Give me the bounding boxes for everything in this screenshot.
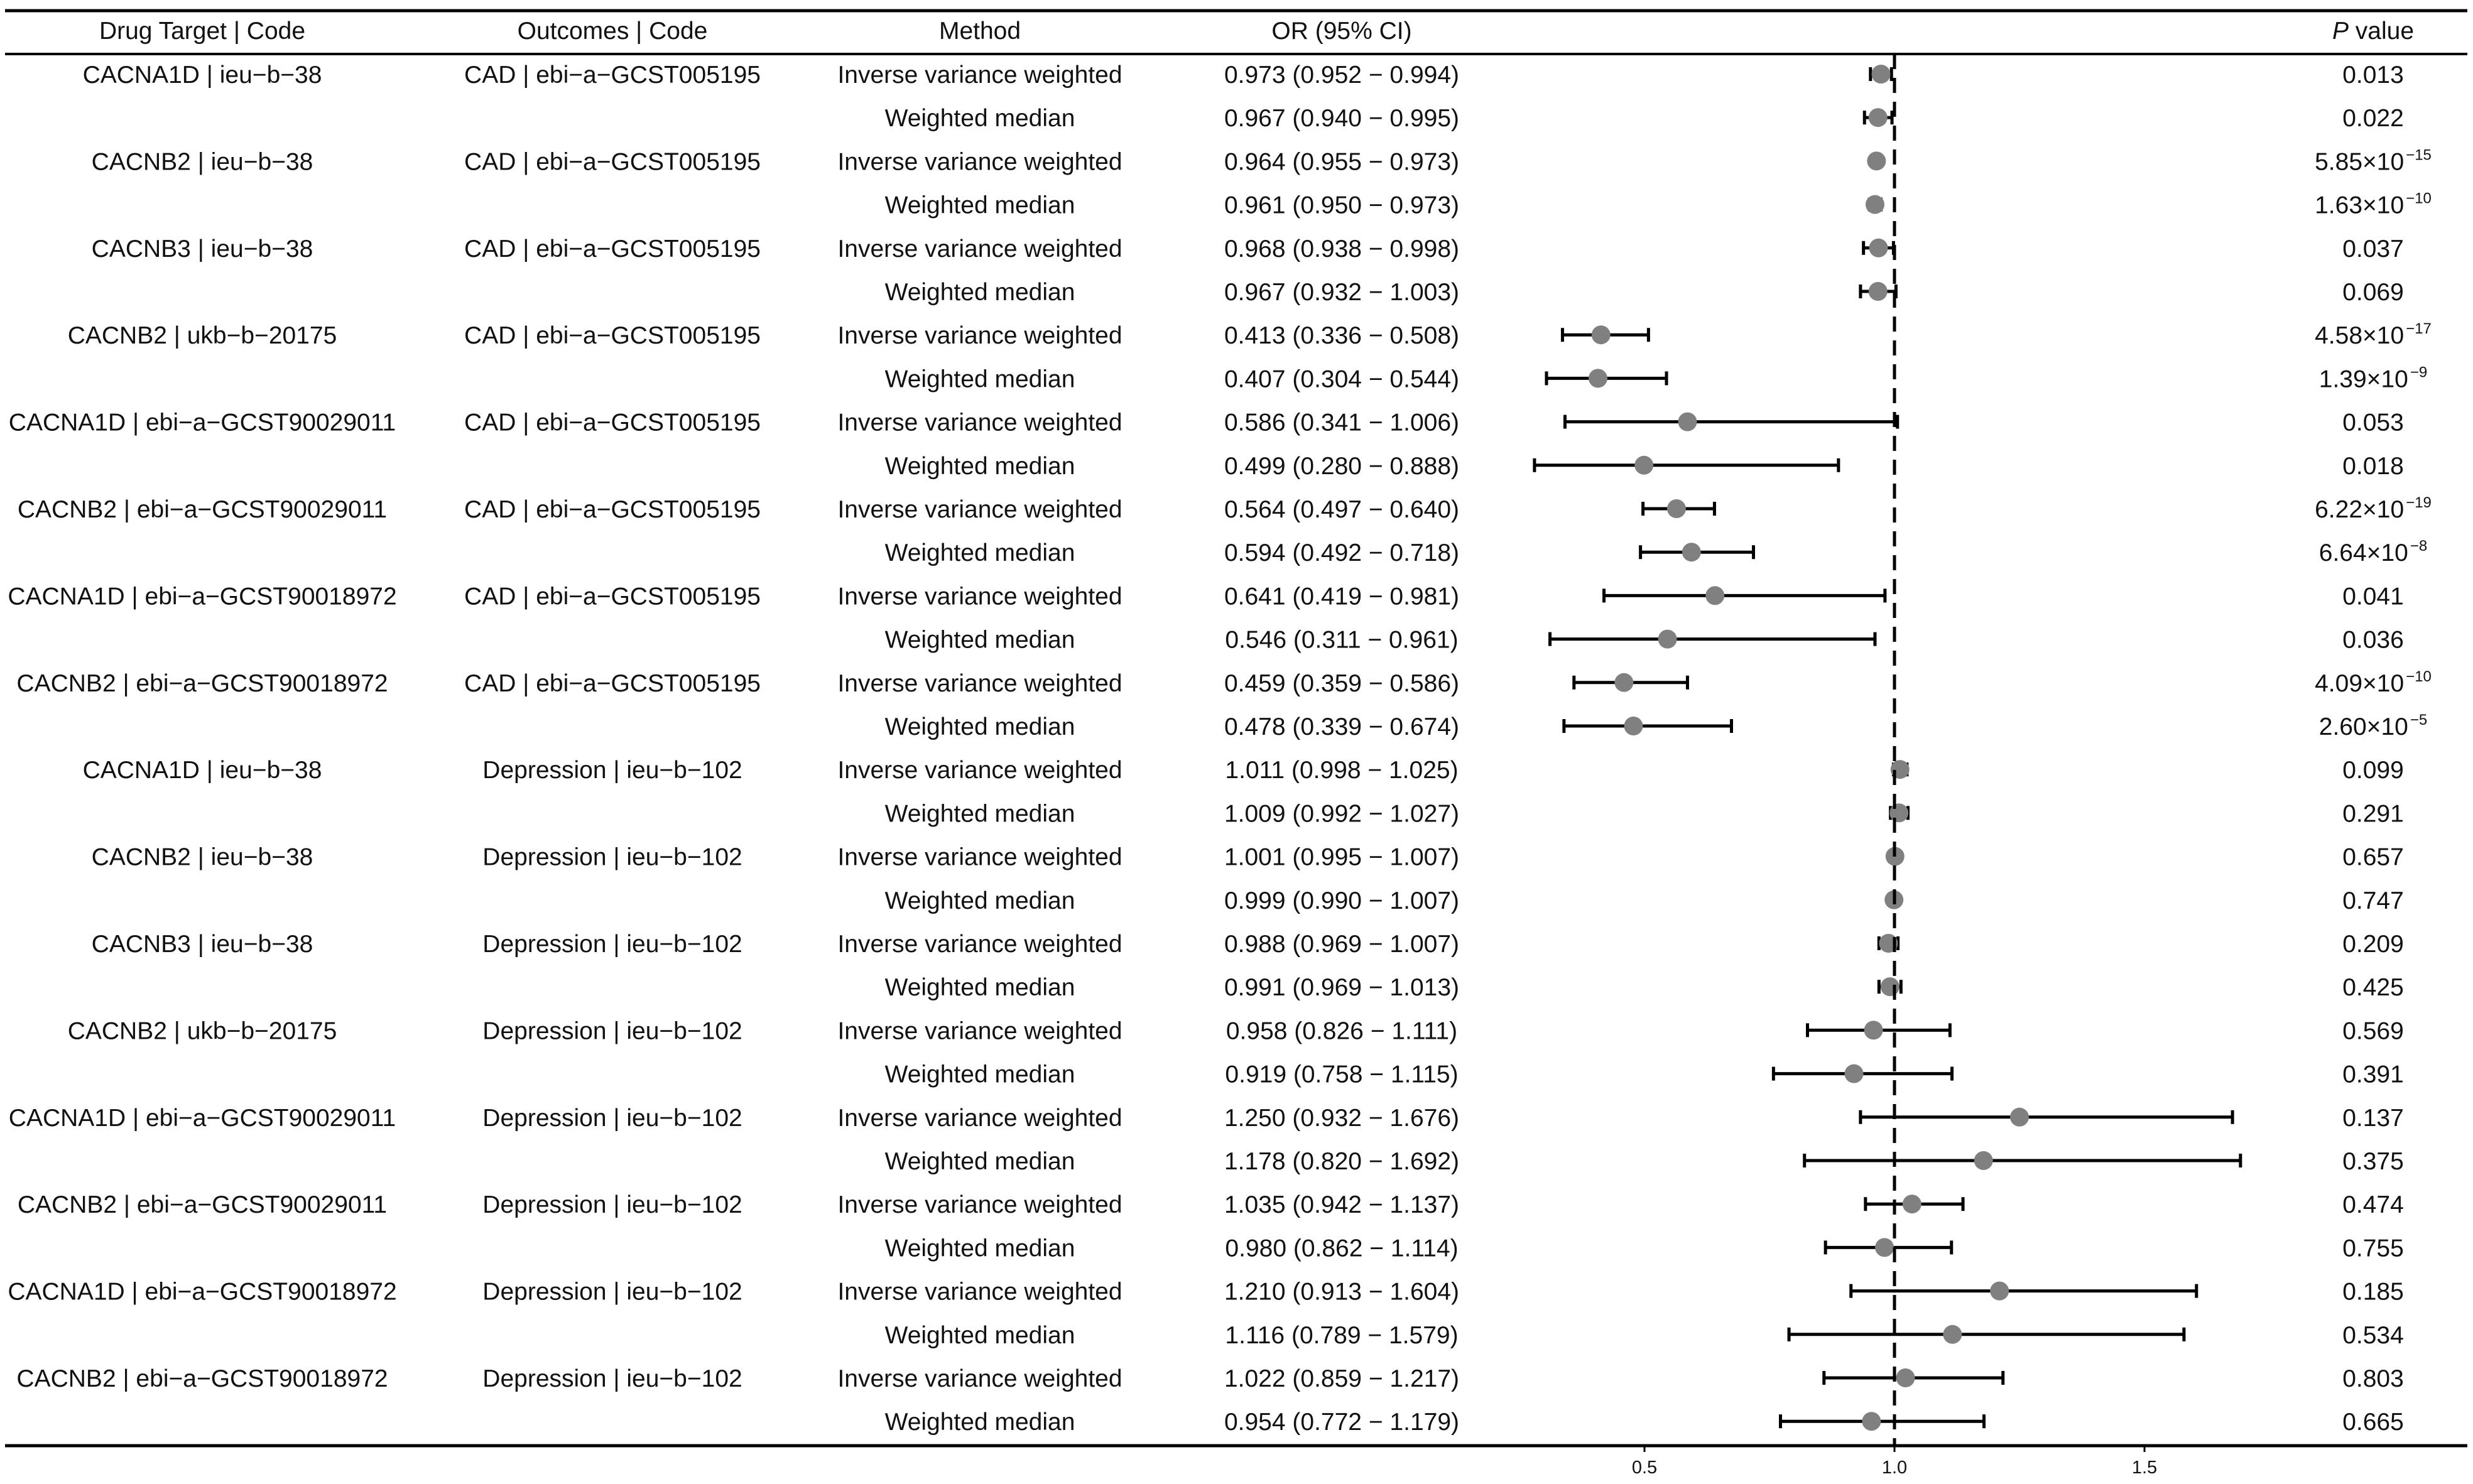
outcome-label: CAD | ebi−a−GCST005195	[464, 496, 761, 523]
table-row	[83, 757, 2404, 784]
table-row	[885, 1061, 2404, 1088]
method-label: Weighted median	[884, 974, 1075, 1002]
p-value-label	[2342, 583, 2404, 610]
or-point	[1869, 108, 1888, 127]
or-ci-label: 0.919 (0.758 − 1.115)	[1225, 1061, 1459, 1088]
outcome-label: Depression | ieu−b−102	[482, 1017, 742, 1045]
p-value-label	[2342, 931, 2404, 958]
or-ci-label: 0.564 (0.497 − 0.640)	[1224, 496, 1460, 523]
method-label: Weighted median	[884, 1235, 1075, 1262]
p-value-mantissa: 4.09×10	[2315, 669, 2405, 697]
p-value-label	[2319, 364, 2427, 393]
table-row	[8, 1279, 2403, 1306]
drug-target-label: CACNA1D | ebi−a−GCST90029011	[8, 1104, 396, 1132]
or-point	[1614, 673, 1633, 692]
or-ci-label: 0.980 (0.862 − 1.114)	[1225, 1235, 1459, 1262]
or-ci-label: 1.011 (0.998 − 1.025)	[1225, 757, 1459, 784]
or-point	[1881, 977, 1900, 996]
or-point	[1589, 369, 1607, 387]
table-row	[885, 712, 2428, 740]
or-ci-label: 0.641 (0.419 − 0.981)	[1224, 583, 1460, 610]
p-value-mantissa: 1.39×10	[2318, 366, 2408, 393]
table-row	[885, 887, 2404, 914]
p-value-mantissa: 0.022	[2342, 105, 2404, 133]
or-point	[1862, 1412, 1881, 1431]
or-point	[1624, 717, 1643, 735]
method-label: Weighted median	[884, 539, 1075, 567]
p-value-label	[2319, 538, 2427, 566]
method-label: Inverse variance weighted	[837, 1365, 1122, 1392]
x-tick-label: 1.5	[2131, 1458, 2158, 1478]
drug-target-label: CACNA1D | ieu−b−38	[82, 62, 322, 89]
table-row	[16, 1365, 2403, 1392]
or-ci-label: 1.210 (0.913 − 1.604)	[1224, 1278, 1460, 1306]
outcome-label: CAD | ebi−a−GCST005195	[464, 62, 761, 89]
p-value-mantissa: 0.803	[2342, 1365, 2404, 1392]
or-ci-label: 0.413 (0.336 − 0.508)	[1224, 322, 1460, 350]
p-value-label	[2342, 409, 2404, 436]
p-value-mantissa: 0.018	[2342, 452, 2404, 480]
or-ci-label: 0.459 (0.359 − 0.586)	[1224, 669, 1460, 697]
header-p-rest: value	[2348, 18, 2415, 45]
p-value-label	[2342, 1322, 2404, 1349]
method-label: Inverse variance weighted	[837, 1017, 1122, 1045]
or-point	[1678, 413, 1697, 431]
p-value-mantissa: 5.85×10	[2315, 148, 2405, 176]
method-label: Inverse variance weighted	[837, 931, 1122, 958]
x-tick-label: 1.0	[1881, 1458, 1908, 1478]
p-value-exponent: −10	[2406, 190, 2432, 207]
method-label: Inverse variance weighted	[837, 583, 1122, 610]
p-value-mantissa: 0.013	[2342, 62, 2404, 89]
method-label: Inverse variance weighted	[837, 843, 1122, 871]
p-value-mantissa: 1.63×10	[2315, 192, 2405, 219]
p-value-label	[2342, 1017, 2404, 1044]
or-ci-label: 0.973 (0.952 − 0.994)	[1224, 62, 1460, 89]
or-point	[2010, 1108, 2029, 1127]
or-point	[1903, 1194, 1921, 1213]
or-ci-label: 0.478 (0.339 − 0.674)	[1224, 713, 1460, 740]
p-value-mantissa: 0.036	[2342, 626, 2404, 654]
p-value-label	[2342, 1148, 2404, 1175]
table-row	[885, 1235, 2404, 1262]
p-value-mantissa: 0.291	[2342, 800, 2404, 828]
outcome-label: Depression | ieu−b−102	[482, 1104, 742, 1132]
method-label: Weighted median	[884, 1321, 1075, 1349]
or-ci-label: 0.964 (0.955 − 0.973)	[1224, 148, 1460, 176]
p-value-mantissa: 0.657	[2342, 843, 2404, 871]
header-p-italic: P	[2332, 18, 2349, 45]
or-ci-label: 0.594 (0.492 − 0.718)	[1224, 539, 1460, 567]
or-point	[1869, 239, 1888, 257]
method-label: Inverse variance weighted	[837, 669, 1122, 697]
or-ci-label: 1.022 (0.859 − 1.217)	[1224, 1365, 1460, 1392]
outcome-label: Depression | ieu−b−102	[482, 1365, 742, 1392]
p-value-exponent: −17	[2406, 320, 2432, 338]
p-value-exponent: −19	[2406, 494, 2432, 511]
table-row	[885, 538, 2428, 566]
or-point	[1943, 1325, 1962, 1344]
header-or-ci: OR (95% CI)	[1271, 18, 1412, 45]
method-label: Weighted median	[884, 800, 1075, 828]
or-ci-label: 0.968 (0.938 − 0.998)	[1224, 235, 1460, 263]
or-point	[1667, 499, 1686, 518]
table-row	[885, 105, 2404, 132]
p-value-label	[2342, 1235, 2404, 1262]
method-label: Weighted median	[884, 713, 1075, 740]
p-value-mantissa: 0.474	[2342, 1191, 2404, 1219]
p-value-label	[2342, 1191, 2404, 1218]
or-point	[1592, 325, 1611, 344]
outcome-label: Depression | ieu−b−102	[482, 1278, 742, 1306]
or-point	[1845, 1064, 1864, 1083]
or-ci-label: 0.967 (0.932 − 1.003)	[1224, 279, 1460, 306]
p-value-label	[2342, 453, 2404, 480]
p-value-mantissa: 0.755	[2342, 1235, 2404, 1262]
p-value-label	[2319, 712, 2427, 740]
drug-target-label: CACNB3 | ieu−b−38	[91, 931, 313, 958]
or-point	[1872, 65, 1891, 84]
or-ci-label: 0.586 (0.341 − 1.006)	[1224, 409, 1460, 436]
or-point	[1974, 1151, 1993, 1170]
p-value-mantissa: 0.069	[2342, 279, 2404, 306]
drug-target-label: CACNB2 | ukb−b−20175	[67, 1017, 337, 1045]
or-ci-label: 0.954 (0.772 − 1.179)	[1224, 1409, 1460, 1436]
drug-target-label: CACNB2 | ukb−b−20175	[67, 322, 337, 350]
p-value-label	[2342, 1409, 2404, 1436]
method-label: Weighted median	[884, 452, 1075, 480]
p-value-mantissa: 2.60×10	[2318, 713, 2408, 740]
drug-target-label: CACNB2 | ebi−a−GCST90029011	[17, 496, 388, 523]
or-point	[1875, 1238, 1894, 1257]
or-point	[1634, 456, 1653, 475]
p-value-label	[2315, 146, 2432, 175]
or-point	[1658, 630, 1677, 649]
or-ci-label: 0.546 (0.311 − 0.961)	[1225, 626, 1459, 654]
table-row	[92, 931, 2404, 958]
table-row	[885, 974, 2404, 1001]
table-row	[92, 844, 2404, 871]
table-row	[885, 453, 2404, 480]
p-value-mantissa: 0.099	[2342, 757, 2404, 784]
p-value-mantissa: 0.391	[2342, 1061, 2404, 1088]
x-tick-label: 0.5	[1631, 1458, 1658, 1478]
p-value-label	[2342, 1365, 2404, 1392]
p-value-label	[2342, 279, 2404, 306]
or-point	[1682, 543, 1701, 561]
outcome-label: Depression | ieu−b−102	[482, 1191, 742, 1219]
outcome-label: CAD | ebi−a−GCST005195	[464, 669, 761, 697]
method-label: Inverse variance weighted	[837, 62, 1122, 89]
p-value-label	[2342, 105, 2404, 132]
outcome-label: CAD | ebi−a−GCST005195	[464, 235, 761, 263]
method-label: Weighted median	[884, 366, 1075, 393]
method-label: Inverse variance weighted	[837, 757, 1122, 784]
header-row	[99, 18, 2414, 45]
or-ci-label: 0.961 (0.950 − 0.973)	[1224, 192, 1460, 219]
or-ci-label: 1.250 (0.932 − 1.676)	[1224, 1104, 1460, 1132]
p-value-label	[2342, 844, 2404, 871]
or-ci-label: 0.407 (0.304 − 0.544)	[1224, 366, 1460, 393]
method-label: Weighted median	[884, 1409, 1075, 1436]
drug-target-label: CACNB2 | ebi−a−GCST90018972	[16, 1365, 388, 1392]
p-value-mantissa: 0.037	[2342, 235, 2404, 263]
table-row	[9, 409, 2404, 436]
drug-target-label: CACNB3 | ieu−b−38	[91, 235, 313, 263]
table-row	[885, 1148, 2404, 1175]
p-value-label	[2342, 1105, 2404, 1132]
or-ci-label: 0.499 (0.280 − 0.888)	[1224, 452, 1460, 480]
table-row	[16, 668, 2431, 697]
p-value-label	[2342, 800, 2404, 827]
method-label: Inverse variance weighted	[837, 148, 1122, 176]
or-point	[1866, 195, 1884, 214]
table-row	[885, 1322, 2404, 1349]
p-value-exponent: −10	[2406, 668, 2432, 685]
drug-target-label: CACNB2 | ieu−b−38	[91, 843, 313, 871]
p-value-label	[2342, 974, 2404, 1001]
p-value-mantissa: 0.747	[2342, 887, 2404, 914]
table-row	[18, 494, 2432, 523]
p-value-mantissa: 0.053	[2342, 409, 2404, 436]
outcome-label: CAD | ebi−a−GCST005195	[464, 148, 761, 176]
p-value-mantissa: 0.425	[2342, 974, 2404, 1002]
p-value-mantissa: 4.58×10	[2315, 322, 2405, 350]
table-row	[92, 146, 2432, 175]
table-row	[68, 320, 2432, 349]
drug-target-label: CACNB2 | ebi−a−GCST90029011	[17, 1191, 388, 1219]
x-axis	[1632, 1446, 2157, 1478]
p-value-mantissa: 0.534	[2342, 1321, 2404, 1349]
p-value-label	[2315, 320, 2432, 349]
method-label: Weighted median	[884, 1148, 1075, 1175]
outcome-label: Depression | ieu−b−102	[482, 931, 742, 958]
p-value-label	[2342, 757, 2404, 784]
or-ci-label: 1.009 (0.992 − 1.027)	[1224, 800, 1460, 828]
drug-target-label: CACNA1D | ebi−a−GCST90029011	[8, 409, 396, 436]
or-point	[1990, 1282, 2009, 1301]
drug-target-label: CACNA1D | ebi−a−GCST90018972	[8, 583, 397, 610]
header-p-value	[2332, 18, 2414, 45]
p-value-mantissa: 0.041	[2342, 583, 2404, 610]
table-row	[885, 279, 2404, 306]
or-ci-label: 0.999 (0.990 − 1.007)	[1224, 887, 1460, 914]
method-label: Inverse variance weighted	[837, 496, 1122, 523]
or-point	[1705, 586, 1724, 605]
table-row	[885, 1409, 2404, 1436]
method-label: Weighted median	[884, 105, 1075, 133]
method-label: Weighted median	[884, 1061, 1075, 1088]
table-row	[92, 236, 2404, 263]
or-point	[1889, 803, 1908, 822]
table-row	[18, 1191, 2404, 1218]
p-value-label	[2342, 1061, 2404, 1088]
table-row	[885, 627, 2404, 654]
drug-target-label: CACNA1D | ieu−b−38	[82, 757, 322, 784]
or-ci-label: 1.035 (0.942 − 1.137)	[1224, 1191, 1460, 1219]
table-row	[83, 62, 2404, 89]
p-value-label	[2315, 668, 2432, 697]
p-value-exponent: −15	[2406, 146, 2432, 164]
p-value-label	[2342, 62, 2404, 89]
p-value-mantissa: 0.137	[2342, 1104, 2404, 1132]
p-value-exponent: −8	[2410, 538, 2428, 555]
table-row	[9, 1105, 2404, 1132]
method-label: Weighted median	[884, 279, 1075, 306]
drug-target-label: CACNB2 | ebi−a−GCST90018972	[16, 669, 388, 697]
p-value-label	[2315, 190, 2432, 219]
method-label: Weighted median	[884, 626, 1075, 654]
table-row	[885, 800, 2404, 827]
outcome-label: CAD | ebi−a−GCST005195	[464, 409, 761, 436]
method-label: Inverse variance weighted	[837, 322, 1122, 350]
or-ci-label: 1.178 (0.820 − 1.692)	[1224, 1148, 1460, 1175]
method-label: Weighted median	[884, 192, 1075, 219]
or-ci-label: 0.967 (0.940 − 0.995)	[1224, 105, 1460, 133]
outcome-label: Depression | ieu−b−102	[482, 757, 742, 784]
drug-target-label: CACNB2 | ieu−b−38	[91, 148, 313, 176]
header-method: Method	[938, 18, 1021, 45]
header-outcomes: Outcomes | Code	[517, 18, 708, 45]
table-row	[885, 364, 2428, 393]
outcome-label: Depression | ieu−b−102	[482, 843, 742, 871]
p-value-mantissa: 0.665	[2342, 1409, 2404, 1436]
p-value-mantissa: 0.569	[2342, 1017, 2404, 1045]
data-rows	[8, 62, 2432, 1436]
method-label: Weighted median	[884, 887, 1075, 914]
p-value-mantissa: 6.64×10	[2318, 539, 2408, 567]
method-label: Inverse variance weighted	[837, 409, 1122, 436]
or-point	[1864, 1021, 1883, 1039]
p-value-label	[2342, 627, 2404, 654]
or-ci-label: 0.958 (0.826 − 1.111)	[1226, 1017, 1458, 1045]
method-label: Inverse variance weighted	[837, 1191, 1122, 1219]
p-value-label	[2315, 494, 2432, 523]
or-point	[1896, 1368, 1915, 1387]
p-value-label	[2342, 887, 2404, 914]
method-label: Inverse variance weighted	[837, 235, 1122, 263]
outcome-label: CAD | ebi−a−GCST005195	[464, 583, 761, 610]
p-value-label	[2342, 236, 2404, 263]
p-value-mantissa: 0.209	[2342, 931, 2404, 958]
or-ci-label: 0.988 (0.969 − 1.007)	[1224, 931, 1460, 958]
or-ci-label: 1.116 (0.789 − 1.579)	[1225, 1321, 1459, 1349]
p-value-exponent: −9	[2410, 364, 2428, 381]
p-value-exponent: −5	[2410, 712, 2428, 728]
p-value-mantissa: 6.22×10	[2315, 496, 2405, 523]
p-value-mantissa: 0.375	[2342, 1148, 2404, 1175]
method-label: Inverse variance weighted	[837, 1278, 1122, 1306]
header-drug-target: Drug Target | Code	[99, 18, 306, 45]
or-point	[1867, 151, 1886, 170]
p-value-mantissa: 0.185	[2342, 1278, 2404, 1306]
drug-target-label: CACNA1D | ebi−a−GCST90018972	[8, 1278, 397, 1306]
table-row	[68, 1017, 2404, 1044]
p-value-label	[2342, 1279, 2404, 1306]
table-row	[885, 190, 2432, 219]
or-point	[1869, 282, 1888, 301]
outcome-label: CAD | ebi−a−GCST005195	[464, 322, 761, 350]
method-label: Inverse variance weighted	[837, 1104, 1122, 1132]
or-ci-label: 1.001 (0.995 − 1.007)	[1224, 843, 1460, 871]
or-ci-label: 0.991 (0.969 − 1.013)	[1224, 974, 1460, 1002]
table-row	[8, 583, 2403, 610]
